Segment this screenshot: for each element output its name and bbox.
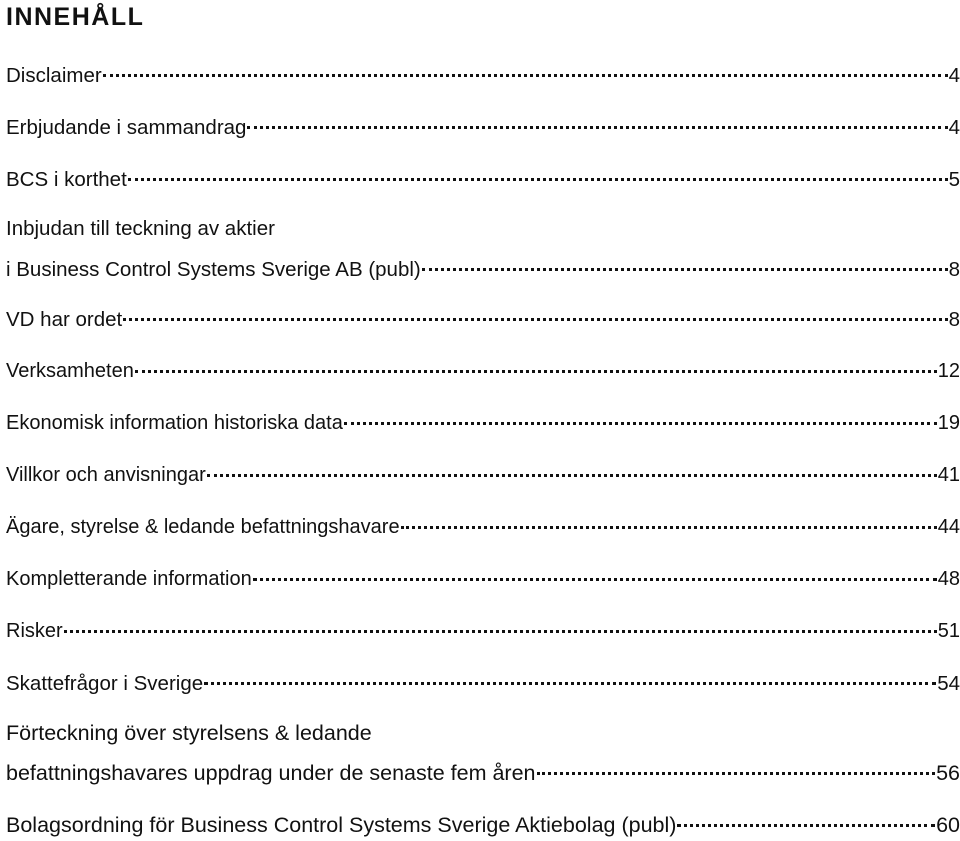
toc-entry-title: Ekonomisk information historiska data [6, 412, 343, 434]
toc-entry-title: Bolagsordning för Business Control Systems Sverige Aktiebolag (publ) [6, 812, 677, 837]
toc-entry-title: Erbjudande i sammandrag [6, 115, 247, 139]
toc-entry-page: 44 [937, 516, 960, 538]
toc-entry-villkor[interactable] [6, 458, 960, 490]
dot-leader [103, 54, 948, 78]
toc-entry-page: 12 [937, 360, 960, 382]
toc-entry-disclaimer[interactable] [6, 58, 960, 91]
toc-entry-title: Ägare, styrelse & ledande befattningshavare [6, 516, 400, 538]
toc-entry-risker[interactable] [6, 614, 960, 646]
toc-entry-title-line1: Inbjudan till teckning av aktier [6, 217, 275, 240]
toc-entry-agare-styrelse[interactable] [6, 510, 960, 542]
toc-entry-page: 48 [937, 568, 960, 590]
toc-entry-page: 8 [948, 257, 960, 281]
toc-entry-bcs-i-korthet[interactable] [6, 162, 960, 195]
toc-entry-title: befattningshavares uppdrag under de senaste fem åren [6, 760, 536, 785]
page-title: INNEHÅLL [6, 3, 145, 31]
toc-entry-title: Skattefrågor i Sverige [6, 671, 204, 695]
toc-entry-forteckning[interactable] [6, 718, 960, 788]
toc-entry-page: 41 [937, 464, 960, 486]
toc-entry-title: Risker [6, 620, 63, 642]
toc-entry-page: 4 [948, 115, 960, 139]
toc-entry-title: Villkor och anvisningar [6, 464, 206, 486]
dot-leader [135, 350, 937, 373]
dot-leader [344, 402, 937, 425]
dot-leader [247, 106, 947, 130]
toc-entry-title: VD har ordet [6, 307, 123, 331]
toc-entry-title: BCS i korthet [6, 167, 127, 191]
toc-entry-title: i Business Control Systems Sverige AB (publ) [6, 257, 421, 281]
toc-entry-inbjudan[interactable] [6, 214, 960, 285]
toc-entry-vd-har-ordet[interactable] [6, 302, 960, 335]
toc-entry-page: 5 [948, 167, 960, 191]
dot-leader [207, 454, 937, 477]
dot-leader [677, 802, 935, 827]
toc-entry-title: Disclaimer [6, 63, 102, 87]
toc-entry-ekonomisk-information[interactable] [6, 406, 960, 438]
toc-entry-page: 4 [948, 63, 960, 87]
toc-entry-page: 56 [936, 760, 960, 785]
toc-entry-page: 60 [936, 812, 960, 837]
toc-entry-title-line1: Förteckning över styrelsens & ledande [6, 721, 372, 745]
toc-entry-erbjudande[interactable] [6, 110, 960, 143]
toc-entry-page: 51 [937, 620, 960, 642]
dot-leader [253, 558, 937, 581]
dot-leader [123, 298, 947, 322]
toc-entry-page: 19 [937, 412, 960, 434]
toc-entry-page: 8 [948, 307, 960, 331]
dot-leader [422, 248, 948, 272]
dot-leader [64, 610, 937, 633]
dot-leader [204, 662, 936, 686]
toc-entry-kompletterande-information[interactable] [6, 562, 960, 594]
toc-entry-title: Kompletterande information [6, 568, 252, 590]
toc-entry-page: 54 [937, 671, 960, 695]
toc-entry-verksamheten[interactable] [6, 354, 960, 386]
toc-entry-bolagsordning[interactable] [6, 807, 960, 840]
dot-leader [537, 750, 936, 775]
dot-leader [128, 158, 948, 182]
toc-entry-title: Verksamheten [6, 360, 134, 382]
dot-leader [401, 506, 937, 529]
toc-entry-skattefragor[interactable] [6, 666, 960, 699]
